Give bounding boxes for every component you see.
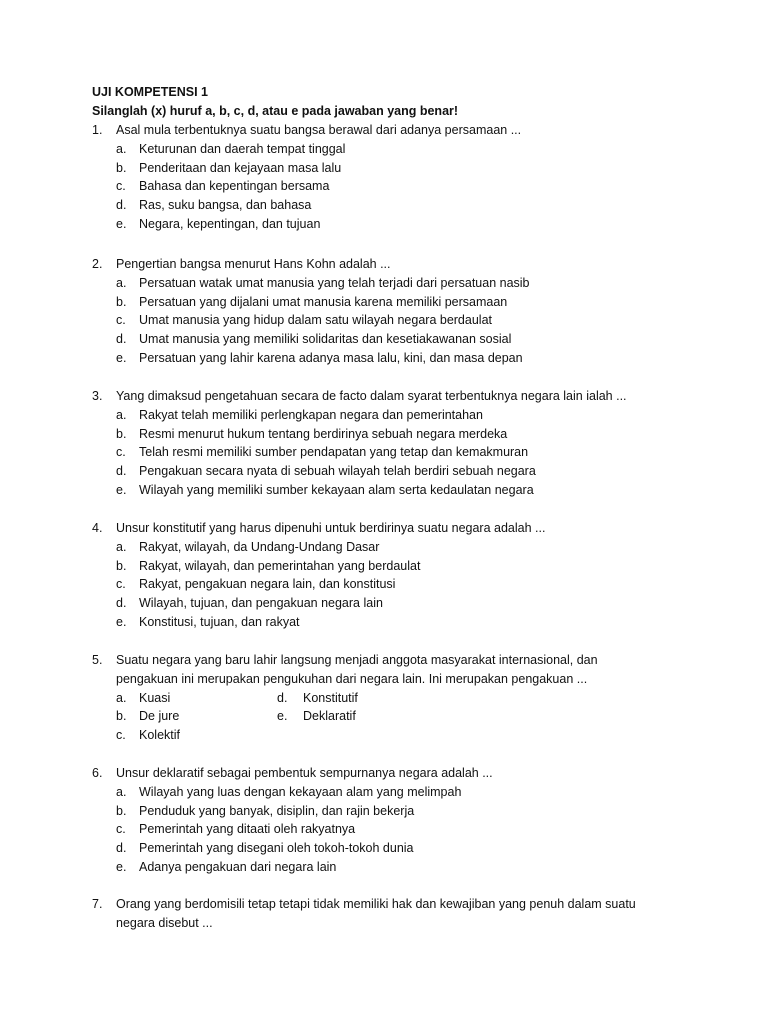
option-letter: e. (277, 709, 288, 724)
question-text: negara disebut ... (116, 915, 213, 930)
option-letter: a. (116, 141, 127, 156)
question-number: 2. (92, 257, 103, 271)
option-letter: a. (116, 539, 127, 554)
option-text: Konstitusi, tujuan, dan rakyat (139, 615, 300, 629)
option-text: Rakyat, pengakuan negara lain, dan konstitusi (139, 577, 396, 592)
option-letter: a. (116, 407, 127, 422)
option-letter: d. (116, 198, 127, 213)
option-letter: d. (116, 841, 127, 856)
option-letter: c. (116, 577, 126, 592)
question-number: 7. (92, 897, 103, 911)
option-text: Persatuan watak umat manusia yang telah terjadi dari persatuan nasib (139, 275, 530, 290)
question-number: 5. (92, 653, 103, 667)
option-text: Pemerintah yang ditaati oleh rakyatnya (139, 822, 356, 837)
option-letter: c. (116, 313, 126, 328)
question-text: Unsur konstitutif yang harus dipenuhi untuk berdirinya suatu negara adalah ... (116, 521, 546, 535)
option-letter: c. (116, 728, 126, 743)
option-letter: a. (116, 784, 127, 799)
option-text: De jure (139, 709, 180, 724)
option-text: Penderitaan dan kejayaan masa lalu (139, 160, 342, 175)
option-text: Umat manusia yang memiliki solidaritas dan kesetiakawanan sosial (139, 332, 512, 347)
question-number: 6. (92, 766, 103, 780)
option-text: Persatuan yang dijalani umat manusia karena memiliki persamaan (139, 294, 508, 309)
option-letter: a. (116, 275, 127, 290)
document-title: UJI KOMPETENSI 1 (92, 85, 208, 99)
option-text: Konstitutif (303, 690, 358, 705)
option-letter: a. (116, 690, 127, 705)
option-text: Telah resmi memiliki sumber pendapatan yang tetap dan kemakmuran (139, 445, 529, 460)
question-number: 1. (92, 123, 103, 137)
option-letter: b. (116, 709, 127, 724)
option-letter: d. (116, 464, 127, 479)
option-text: Bahasa dan kepentingan bersama (139, 179, 330, 194)
option-letter: d. (277, 690, 288, 705)
question-number: 3. (92, 389, 103, 403)
option-text: Umat manusia yang hidup dalam satu wilayah negara berdaulat (139, 313, 492, 328)
question-text: pengakuan ini merupakan pengukuhan dari negara lain. Ini merupakan pengakuan ... (116, 671, 588, 686)
option-text: Keturunan dan daerah tempat tinggal (139, 141, 346, 156)
option-text: Kolektif (139, 728, 180, 743)
option-text: Penduduk yang banyak, disiplin, dan rajin bekerja (139, 803, 415, 818)
question-text: Asal mula terbentuknya suatu bangsa berawal dari adanya persamaan ... (116, 123, 522, 137)
instruction-text: Silanglah (x) huruf a, b, c, d, atau e pada jawaban yang benar! (92, 104, 459, 118)
option-letter: d. (116, 596, 127, 611)
question-text: Suatu negara yang baru lahir langsung menjadi anggota masyarakat internasional, dan (116, 653, 598, 667)
option-letter: b. (116, 803, 127, 818)
option-text: Kuasi (139, 690, 171, 705)
option-letter: c. (116, 179, 126, 194)
question-number: 4. (92, 521, 103, 535)
question-text: Orang yang berdomisili tetap tetapi tidak memiliki hak dan kewajiban yang penuh dalam suatu (116, 897, 636, 911)
option-text: Rakyat, wilayah, dan pemerintahan yang berdaulat (139, 558, 421, 573)
option-letter: b. (116, 558, 127, 573)
option-letter: e. (116, 615, 127, 629)
option-letter: b. (116, 426, 127, 441)
question-text: Pengertian bangsa menurut Hans Kohn adalah ... (116, 257, 391, 271)
option-text: Rakyat telah memiliki perlengkapan negara dan pemerintahan (139, 407, 483, 422)
option-letter: e. (116, 860, 127, 874)
option-text: Wilayah yang luas dengan kekayaan alam yang melimpah (139, 784, 462, 799)
option-letter: b. (116, 294, 127, 309)
option-text: Wilayah, tujuan, dan pengakuan negara lain (139, 596, 383, 611)
option-text: Pemerintah yang disegani oleh tokoh-tokoh dunia (139, 841, 414, 856)
option-text: Pengakuan secara nyata di sebuah wilayah telah berdiri sebuah negara (139, 464, 536, 479)
option-letter: d. (116, 332, 127, 347)
question-text: Yang dimaksud pengetahuan secara de facto dalam syarat terbentuknya negara lain ialah ... (116, 389, 627, 403)
option-letter: e. (116, 351, 127, 365)
option-text: Persatuan yang lahir karena adanya masa lalu, kini, dan masa depan (139, 351, 523, 365)
option-letter: c. (116, 445, 126, 460)
option-text: Adanya pengakuan dari negara lain (139, 860, 337, 874)
option-letter: c. (116, 822, 126, 837)
option-text: Negara, kepentingan, dan tujuan (139, 217, 321, 231)
option-letter: b. (116, 160, 127, 175)
question-text: Unsur deklaratif sebagai pembentuk sempurnanya negara adalah ... (116, 766, 493, 780)
option-letter: e. (116, 483, 127, 497)
option-text: Wilayah yang memiliki sumber kekayaan alam serta kedaulatan negara (139, 483, 534, 497)
option-text: Rakyat, wilayah, da Undang-Undang Dasar (139, 539, 380, 554)
option-text: Resmi menurut hukum tentang berdirinya sebuah negara merdeka (139, 426, 508, 441)
option-text: Deklaratif (303, 709, 356, 724)
option-letter: e. (116, 217, 127, 231)
option-text: Ras, suku bangsa, dan bahasa (139, 198, 312, 213)
